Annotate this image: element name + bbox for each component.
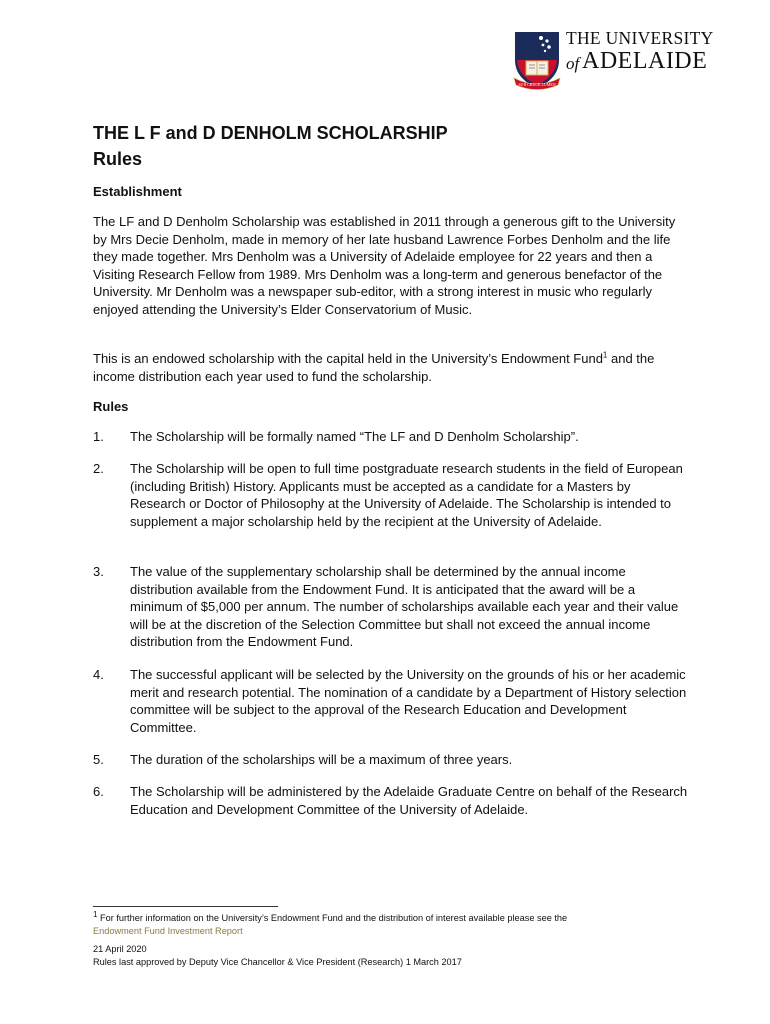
logo-adelaide: ADELAIDE — [582, 48, 708, 74]
rule-number: 6. — [93, 784, 104, 799]
rule-text: The Scholarship will be formally named “The LF and D Denholm Scholarship”. — [130, 429, 579, 444]
document-meta — [93, 943, 693, 968]
rule-text: The value of the supplementary scholarship shall be determined by the annual income distribution available from the Endowment Fund. It is anticipated that the award will be a minimum of $5,000 per annum. The number of scholarships available each year and their value will be at the discretion of the Selection Committee but shall not exceed the annual income distribution from the Endowment Fund. — [130, 564, 679, 650]
establishment-paragraph: The LF and D Denholm Scholarship was established in 2011 through a generous gift to the University by Mrs Decie Denholm, made in memory of her late husband Lawrence Forbes Denholm and the life they made together. Mrs Denholm was a University of Adelaide employee for 22 years and then a Visiting Research Fellow from 1989. Mrs Denholm was a long-term and generous benefactor of the University. Mr Denholm was a newspaper sub-editor, with a strong interest in music who regularly enjoyed attending the University’s Elder Conservatorium of Music. — [93, 214, 676, 317]
establishment-heading: Establishment — [93, 184, 182, 199]
document-title — [93, 120, 448, 172]
approval-note: Rules last approved by Deputy Vice Chancellor & Vice President (Research) 1 March 2017 — [93, 956, 462, 967]
footnote-text: For further information on the University’s Endowment Fund and the distribution of interest available please see the — [97, 913, 568, 923]
university-crest-icon — [512, 30, 562, 92]
footnote-divider — [93, 906, 278, 907]
rule-number: 4. — [93, 667, 104, 682]
rule-number: 3. — [93, 564, 104, 579]
rule-number: 5. — [93, 752, 104, 767]
rules-heading: Rules — [93, 399, 129, 414]
document-date: 21 April 2020 — [93, 944, 147, 954]
logo-wordmark — [566, 28, 720, 78]
rule-item-1 — [93, 428, 688, 446]
rule-item-4 — [93, 666, 688, 736]
rule-number: 2. — [93, 461, 104, 476]
crest-motto: SUB CRUCE LUMEN — [518, 82, 556, 87]
rule-number: 1. — [93, 429, 104, 444]
rule-item-2 — [93, 460, 688, 530]
rule-text: The duration of the scholarships will be a maximum of three years. — [130, 752, 513, 767]
endowment-text-rest: and the income distribution each year used to fund the scholarship. — [93, 351, 655, 384]
footnote-ref[interactable]: 1 — [602, 350, 608, 360]
rule-item-3 — [93, 563, 688, 651]
logo-line-university: THE UNIVERSITY — [566, 28, 714, 48]
rule-item-6 — [93, 783, 688, 818]
rule-text: The Scholarship will be open to full time postgraduate research students in the field of European (including British) History. Applicants must be accepted as a candidate for a Masters by Research or Doctor of Philosophy at the University of Adelaide. The Scholarship is intended to supplement a major scholarship held by the recipient at the University of Adelaide. — [130, 461, 683, 529]
footnote-marker: 1 — [93, 909, 98, 919]
rule-text: The Scholarship will be administered by the Adelaide Graduate Centre on behalf of the Research Education and Development Committee of the University of Adelaide. — [130, 784, 688, 817]
endowment-text: This is an endowed scholarship with the capital held in the University’s Endowment Fund — [93, 351, 603, 366]
rule-item-5 — [93, 751, 688, 769]
title-line-1: THE L F and D DENHOLM SCHOLARSHIP — [93, 123, 448, 143]
university-logo — [512, 28, 720, 94]
endowment-report-link[interactable]: Endowment Fund Investment Report — [93, 926, 243, 936]
rule-text: The successful applicant will be selected by the University on the grounds of his or her academic merit and research potential. The nomination of a candidate by a Department of History selection committee will be subject to the approval of the Research Education and Development Committee. — [130, 667, 687, 735]
endowment-paragraph — [93, 350, 688, 385]
footnote — [93, 909, 713, 938]
title-line-2: Rules — [93, 149, 143, 169]
logo-of: of — [566, 54, 580, 73]
